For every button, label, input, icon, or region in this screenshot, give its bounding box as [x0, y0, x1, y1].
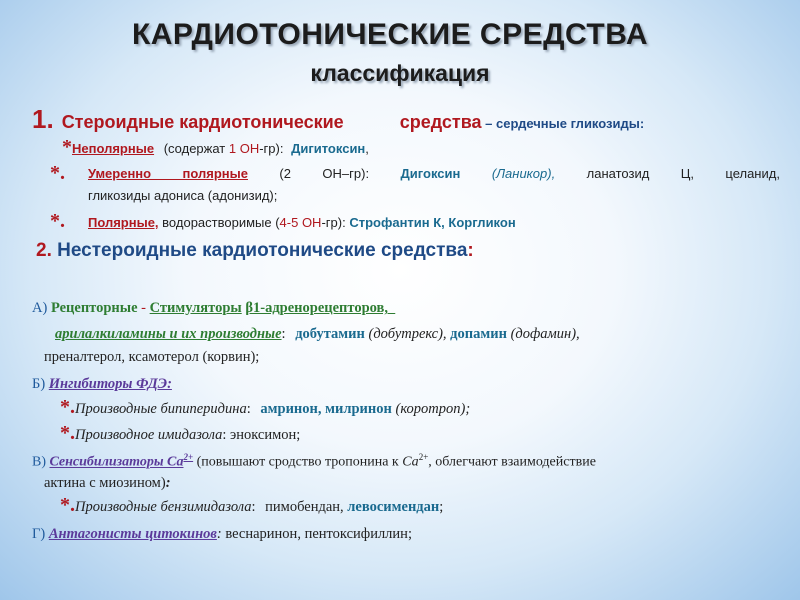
bullet-star-icon: *. [60, 422, 75, 444]
item-text: -гр): [259, 141, 284, 156]
item-text-sup: 2+ [418, 452, 429, 462]
item-text: (содержат [163, 141, 229, 156]
section1-item-moderate [88, 166, 780, 181]
item-drugs: амринон, милринон [260, 401, 392, 417]
item-label: Полярные, [88, 215, 159, 230]
item-text: (2 ОН [279, 166, 342, 181]
item-text: актина с миозином) [44, 475, 166, 491]
item-label-sup: 2+ [183, 452, 194, 462]
item-text: –гр): [341, 166, 370, 181]
section1-item-moderate-line2: гликозиды адониса (адонизид); [88, 188, 278, 203]
item-text: (коротроп); [395, 401, 471, 417]
item-drugs: Дигитоксин [291, 141, 366, 156]
section2-b-sub2 [60, 422, 300, 445]
item-label: Сенсибилизаторы Са [49, 454, 184, 470]
item-label: Стимуляторы [149, 300, 242, 316]
item-text: : [165, 475, 171, 491]
section1-heading [32, 104, 644, 135]
item-text: : [251, 499, 256, 515]
item-drug: добутамин [295, 326, 365, 342]
item-text: : [222, 427, 227, 443]
section1-item-polar [50, 210, 516, 233]
section2-c [32, 452, 596, 471]
item-label: Умеренно полярные [88, 166, 248, 181]
slide-title: КАРДИОТОНИЧЕСКИЕ СРЕДСТВА [131, 18, 649, 51]
item-prefix: Г) [32, 526, 46, 542]
section1-number: 1. [32, 104, 54, 134]
bullet-star-icon: *. [60, 396, 75, 418]
item-drug: эноксимон; [229, 427, 301, 443]
item-drug: Дигоксин [400, 166, 461, 181]
slide-subtitle: классификация [310, 60, 490, 86]
item-oh: 4-5 ОН [279, 215, 322, 230]
item-drug: допамин [450, 326, 507, 342]
section2-heading [36, 240, 474, 262]
bullet-star-icon: *. [50, 210, 65, 232]
section2-a-line2 [55, 326, 580, 343]
item-drugs: Строфантин К, Коргликон [349, 215, 516, 230]
section2-c-sub [60, 494, 443, 517]
item-drug: левосимендан [347, 499, 440, 515]
item-text: -гр): [321, 215, 346, 230]
section1-heading-b: средства [399, 112, 482, 132]
item-text: , [365, 141, 369, 156]
item-prefix: А) [32, 300, 48, 316]
bullet-star-icon: * [62, 136, 72, 158]
section2-heading-colon: : [467, 240, 474, 261]
item-label: Неполярные [72, 141, 155, 156]
section2-b-sub1 [60, 396, 470, 419]
item-text: : [216, 526, 222, 542]
item-text: : [281, 326, 286, 342]
item-label: арилалкиламины и их производные [55, 326, 282, 342]
item-label: Ингибиторы ФДЭ: [48, 376, 172, 392]
item-text: : [246, 401, 251, 417]
item-oh: 1 ОН [228, 141, 260, 156]
item-prefix: Б) [32, 376, 46, 392]
item-text: ; [439, 499, 444, 515]
item-text: (повышают сродство тропонина к [196, 454, 399, 470]
item-label: Производные бипиперидина [75, 401, 247, 417]
item-label: 1-адренорецепторов, [252, 300, 388, 316]
item-drug: (Ланикор), [491, 166, 556, 181]
item-drug: (добутрекс), [368, 326, 447, 342]
section2-number: 2. [36, 240, 52, 261]
section2-b [32, 376, 172, 393]
item-label: Производные бензимидазола [75, 499, 252, 515]
section1-item-nonpolar [62, 136, 369, 159]
item-text: ланатозид Ц, целанид, [586, 166, 780, 181]
beta-icon: β [245, 300, 253, 316]
section2-c-line2 [44, 475, 171, 492]
item-text: Са [402, 454, 419, 470]
item-label: Рецепторные [50, 300, 138, 316]
bullet-star-icon: *. [60, 494, 75, 516]
item-drug: пимобендан, [265, 499, 344, 515]
item-label: Производное имидазола [75, 427, 223, 443]
item-text: - [137, 300, 150, 316]
item-prefix: В) [32, 454, 46, 470]
item-text: водорастворимые ( [162, 215, 280, 230]
bullet-star: *. [50, 162, 65, 184]
section2-d [32, 526, 412, 543]
item-text: , облегчают взаимодействие [428, 454, 596, 470]
section2-heading-text: Нестероидные кардиотонические средства [57, 240, 468, 261]
item-label: Антагонисты цитокинов [48, 526, 217, 542]
section1-heading-a: Стероидные кардиотонические [61, 112, 344, 132]
bullet-star-icon [50, 162, 65, 185]
item-drugs: веснаринон, пентоксифиллин; [225, 526, 412, 542]
beta-symbol [245, 300, 395, 316]
section2-a-line3: преналтерол, ксамотерол (корвин); [44, 349, 260, 365]
section1-heading-c: – сердечные гликозиды: [481, 116, 645, 131]
item-drug: (дофамин), [510, 326, 580, 342]
section2-a [32, 300, 395, 317]
